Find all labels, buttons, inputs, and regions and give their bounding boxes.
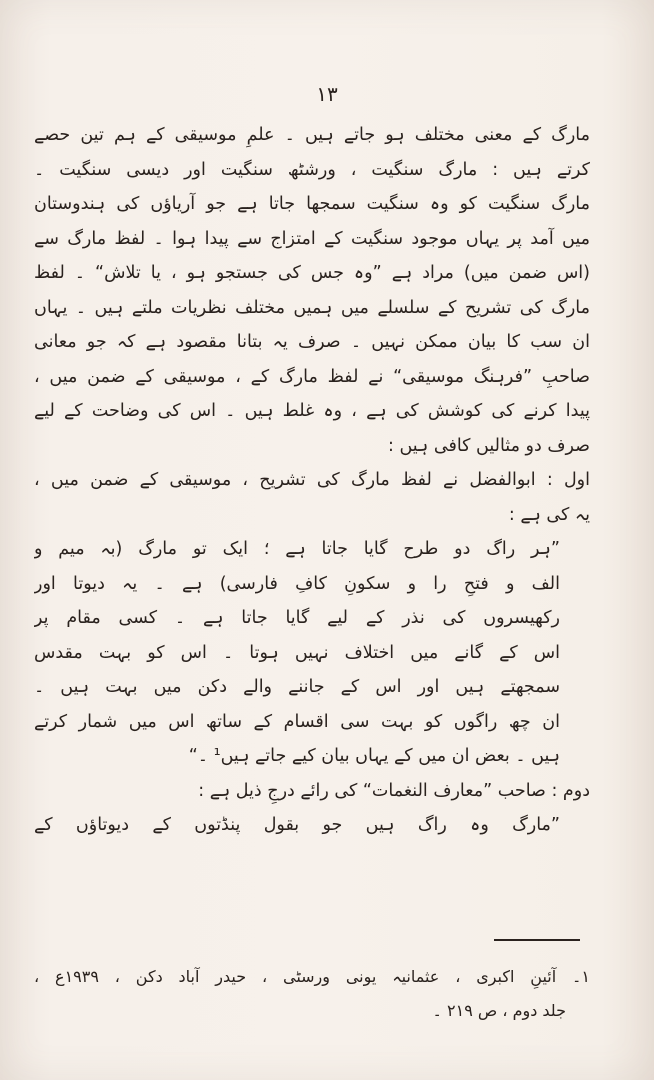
text-line: مارگ کی تشریح کے سلسلے میں ہمیں مختلف نظریات ملتے ہیں ۔ یہاں [34,297,590,318]
quote-line: ہیں ۔ بعض ان میں کے یہاں بیان کیے جاتے ہیں¹ ۔“ [188,746,560,766]
quote-line: الف و فتحِ را و سکونِ کافِ فارسی) ہے ۔ یہ دیوتا اور [34,573,560,594]
text-line: (اس ضمن میں) مراد ہے ”وہ جس کی جستجو ہو ، یا تلاش“ ۔ لفظ [34,263,590,283]
text-line: ان سب کا بیان ممکن نہیں ۔ صرف یہ بتانا مقصود ہے کہ جو معانی [34,332,590,352]
text-line: یہ کی ہے : [508,504,590,525]
text-line: صرف دو مثالیں کافی ہیں : [387,435,590,456]
footnotes [34,960,590,1028]
text-line: دوم : صاحب ”معارف النغمات“ کی رائے درجِ ذیل ہے : [198,780,590,801]
text-line: اول : ابوالفضل نے لفظ مارگ کی تشریح ، موسیقی کے ضمن میں ، [34,470,590,490]
text-line: مارگ کے معنی مختلف ہو جاتے ہیں ۔ علمِ موسیقی کے ہم تین حصے [34,125,590,145]
quote-line: اس کے گانے میں اختلاف نہیں ہوتا ۔ اس کو بہت مقدس [34,642,560,663]
quote-line: ”ہر راگ دو طرح گایا جاتا ہے ؛ ایک تو مارگ (بہ میم و [34,539,560,559]
text-line: مارگ سنگیت کو وہ سنگیت سمجھا جاتا ہے جو آریاؤں کی ہندوستان [34,194,590,214]
page-number: ۱۳ [316,82,338,106]
quote-line: رکھیسروں کی نذر کے لیے گایا جاتا ہے ۔ کسی مقام پر [34,608,560,628]
quote-line: ”مارگ وہ راگ ہیں جو بقول پنڈتوں کے دیوتاؤں کے [34,815,560,835]
text-line: کرتے ہیں : مارگ سنگیت ، ورشٹھ سنگیت اور دیسی سنگیت ۔ [34,159,590,180]
footnote-divider [494,939,580,941]
quote-line: ان چھ راگوں کو بہت سی اقسام کے ساتھ اس میں شمار کرتے [34,711,560,732]
footnote-line: جلد دوم ، ص ۲۱۹ ۔ [432,1001,566,1020]
body-text [34,118,590,843]
footnote-line: ۱۔ آئینِ اکبری ، عثمانیہ یونی ورسٹی ، حیدر آباد دکن ، ۱۹۳۹ع ، [34,967,590,986]
quote-line: سمجھتے ہیں اور اس کے جاننے والے دکن میں بہت ہیں ۔ [34,677,560,697]
text-line: پیدا کرنے کی کوشش کی ہے ، وہ غلط ہیں ۔ اس کی وضاحت کے لیے [34,401,590,421]
text-line: میں آمد پر یہاں موجود سنگیت کے امتزاج سے پیدا ہوا ۔ لفظ مارگ سے [34,228,590,249]
text-line: صاحبِ ”فرہنگ موسیقی“ نے لفظ مارگ کے ، موسیقی کے ضمن میں ، [34,366,590,387]
